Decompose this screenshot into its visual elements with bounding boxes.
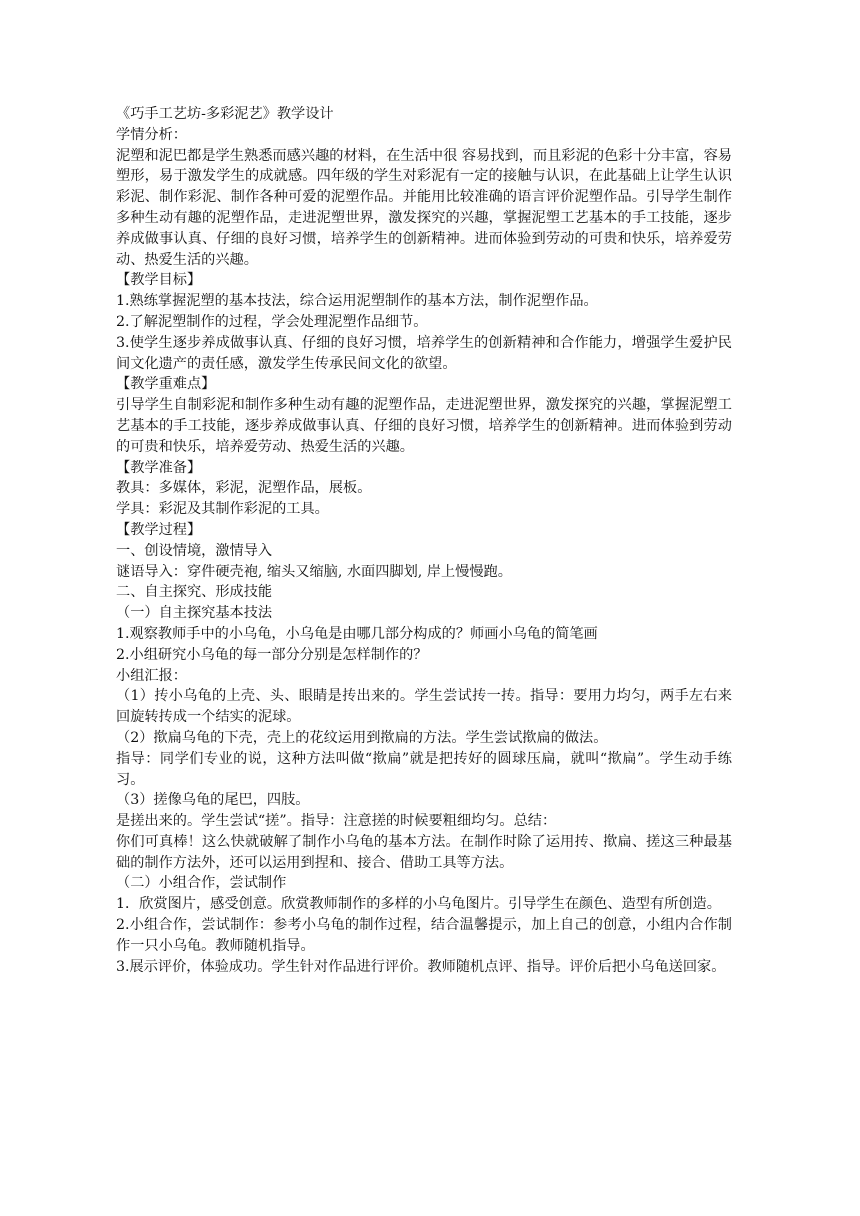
- paragraph: 2.了解泥塑制作的过程，学会处理泥塑作品细节。: [116, 313, 428, 330]
- paragraph: 2.小组合作，尝试制作：参考小乌龟的制作过程，结合温馨提示，加上自己的创意，小组内合作制作一只小乌龟。教师随机指导。: [116, 917, 732, 954]
- paragraph: 【教学准备】: [116, 459, 202, 476]
- paragraph: （一）自主探究基本技法: [116, 605, 273, 622]
- paragraph: 学情分析：: [116, 126, 187, 143]
- paragraph: 2.小组研究小乌龟的每一部分分别是怎样制作的？: [116, 646, 428, 663]
- paragraph: 【教学目标】: [116, 272, 202, 289]
- paragraph: 引导学生自制彩泥和制作多种生动有趣的泥塑作品，走进泥塑世界，激发探究的兴趣，掌握泥塑工艺基本的手工技能，逐步养成做事认真、仔细的良好习惯，培养学生的创新精神。进而体验到劳动的可贵和快乐，培养爱劳动、热爱生活的兴趣。: [116, 397, 732, 455]
- document-page: [116, 104, 732, 977]
- paragraph: 【教学过程】: [116, 521, 202, 538]
- paragraph: （二）小组合作，尝试制作: [116, 875, 287, 892]
- paragraph: 【教学重难点】: [116, 376, 216, 393]
- paragraph: 你们可真棒！这么快就破解了制作小乌龟的基本方法。在制作时除了运用抟、揿扁、搓这三种最基础的制作方法外，还可以运用到捏和、接合、借助工具等方法。: [116, 833, 732, 871]
- paragraph: 1．欣赏图片，感受创意。欣赏教师制作的多样的小乌龟图片。引导学生在颜色、造型有所创造。: [116, 896, 721, 913]
- paragraph: 教具：多媒体，彩泥，泥塑作品，展板。: [116, 480, 372, 497]
- paragraph: 是搓出来的。学生尝试“搓”。指导：注意搓的时候要粗细均匀。总结：: [116, 813, 557, 830]
- paragraph: 3.使学生逐步养成做事认真、仔细的良好习惯，培养学生的创新精神和合作能力，增强学生爱护民间文化遗产的责任感，激发学生传承民间文化的欲望。: [116, 334, 732, 372]
- paragraph: （1）抟小乌龟的上壳、头、眼睛是抟出来的。学生尝试抟一抟。指导：要用力均匀，两手左右来回旋转抟成一个结实的泥球。: [116, 688, 732, 726]
- paragraph: 1.观察教师手中的小乌龟，小乌龟是由哪几部分构成的？师画小乌龟的简笔画: [116, 625, 598, 642]
- paragraph: 一、创设情境，激情导入: [116, 542, 273, 559]
- paragraph: 3.展示评价，体验成功。学生针对作品进行评价。教师随机点评、指导。评价后把小乌龟送回家。: [116, 958, 726, 975]
- paragraph: （2）揿扁乌龟的下壳，壳上的花纹运用到揿扁的方法。学生尝试揿扁的做法。: [116, 729, 608, 746]
- paragraph: 小组汇报：: [116, 667, 187, 684]
- paragraph: 学具：彩泥及其制作彩泥的工具。: [116, 501, 329, 518]
- paragraph: 泥塑和泥巴都是学生熟悉而感兴趣的材料，在生活中很 容易找到，而且彩泥的色彩十分丰富，容易塑形，易于激发学生的成就感。四年级的学生对彩泥有一定的接触与认识，在此基础上让学生认识彩泥、制作彩泥、制作各种可爱的泥塑作品。并能用比较准确的语言评价泥塑作品。引导学生制作多种生动有趣的泥塑作品，走进泥塑世界，激发探究的兴趣，掌握泥塑工艺基本的手工技能，逐步养成做事认真、仔细的良好习惯，培养学生的创新精神。进而体验到劳动的可贵和快乐，培养爱劳动、热爱生活的兴趣。: [116, 147, 732, 268]
- paragraph: 谜语导入：穿件硬壳袍, 缩头又缩脑, 水面四脚划, 岸上慢慢跑。: [116, 563, 512, 580]
- document-title: 《巧手工艺坊-多彩泥艺》教学设计: [116, 106, 334, 122]
- paragraph: （3）搓像乌龟的尾巴，四肢。: [116, 792, 310, 809]
- document-body: [116, 125, 732, 978]
- paragraph: 指导：同学们专业的说，这种方法叫做“揿扁”就是把抟好的圆球压扁，就叫“揿扁”。学生动手练习。: [116, 750, 732, 788]
- paragraph: 1.熟练掌握泥塑的基本技法，综合运用泥塑制作的基本方法，制作泥塑作品。: [116, 293, 598, 310]
- paragraph: 二、自主探究、形成技能: [116, 584, 273, 601]
